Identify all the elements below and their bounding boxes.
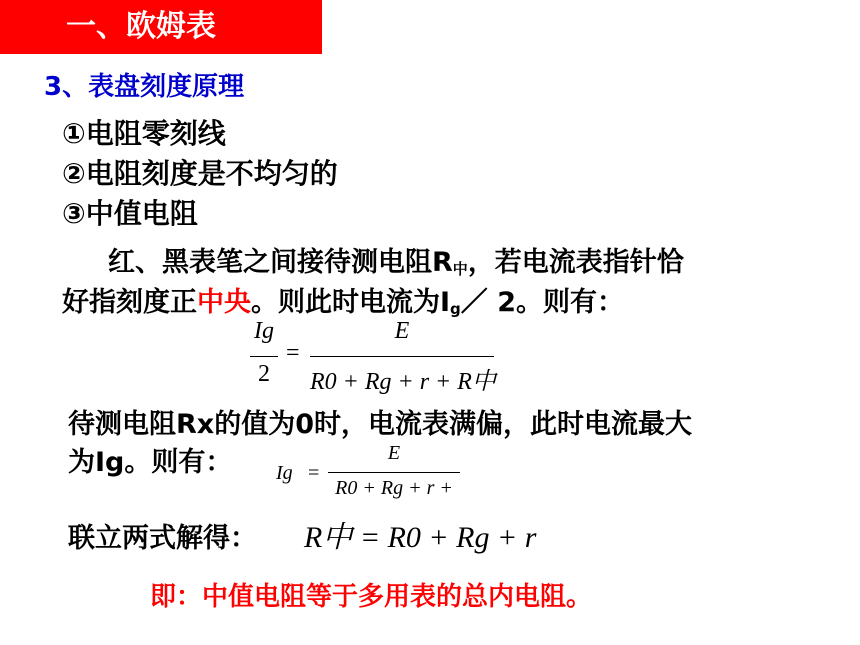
point-mid-resistance: ③中值电阻 bbox=[62, 197, 198, 230]
formula-full-current bbox=[276, 442, 476, 508]
conclusion-text: 即：中值电阻等于多用表的总内电阻。 bbox=[150, 582, 593, 612]
point-nonuniform-scale: ②电阻刻度是不均匀的 bbox=[62, 157, 338, 190]
formula1-lhs-den: 2 bbox=[258, 361, 270, 387]
point-zero-scale: ①电阻零刻线 bbox=[62, 117, 226, 150]
formula1-lhs bbox=[250, 318, 278, 388]
highlight-center: 中央 bbox=[197, 287, 251, 318]
result-formula: R中 = R0 + Rg + r bbox=[304, 521, 537, 554]
formula2-rhs-den: R0 + Rg + r + bbox=[335, 477, 453, 499]
paragraph1-line2: 好指刻度正中央。则此时电流为$I_g/$ 2。则有： bbox=[62, 287, 624, 318]
slide-title: 一、欧姆表 bbox=[0, 0, 322, 54]
formula1-rhs bbox=[310, 318, 494, 396]
formula2-equals: = bbox=[308, 462, 320, 484]
formula1-lhs-num: Ig bbox=[254, 318, 274, 344]
formula2-lhs: Ig bbox=[276, 462, 293, 484]
formula1-rhs-den: R0 + Rg + r + R中 bbox=[310, 369, 496, 395]
formula-half-current bbox=[250, 318, 510, 398]
section-heading: 3、表盘刻度原理 bbox=[44, 72, 245, 102]
formula1-rhs-num: E bbox=[394, 318, 410, 344]
paragraph1-line1: 红、黑表笔之间接待测电阻$R_中$，若电流表指针恰 bbox=[108, 247, 684, 278]
paragraph2-line1: 待测电阻Rx的值为0时，电流表满偏，此时电流最大 bbox=[68, 409, 692, 440]
formula2-rhs bbox=[328, 442, 460, 500]
result-label: 联立两式解得： bbox=[68, 523, 257, 554]
formula2-rhs-num: E bbox=[387, 442, 401, 464]
paragraph2-line2: 为Ig。则有： bbox=[68, 447, 233, 478]
formula1-equals: = bbox=[286, 340, 300, 366]
